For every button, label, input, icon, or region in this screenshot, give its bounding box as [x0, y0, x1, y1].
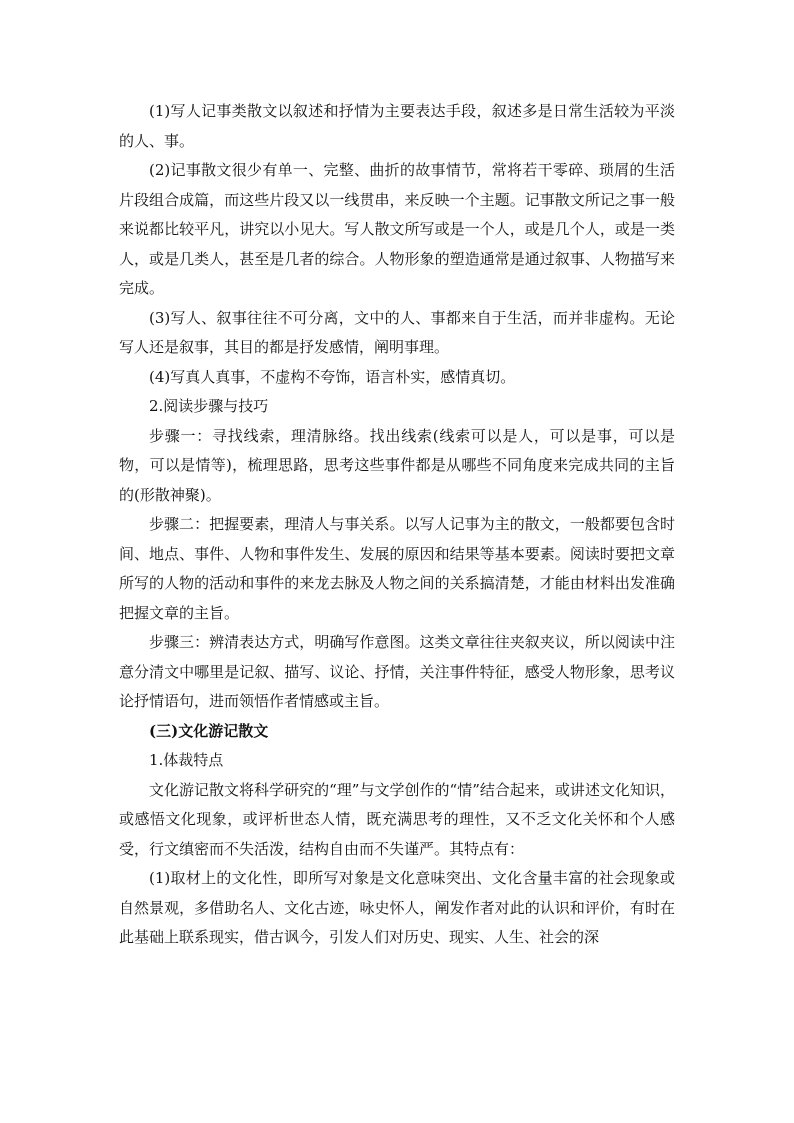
paragraph-cultural-intro: 文化游记散文将科学研究的“理”与文学创作的“情”结合起来，或讲述文化知识，或感悟文化现象，或评析世态人情，既充满思考的理性，又不乏文化关怀和个人感受，行文缜密而不失活泼，结构自由而不失谨严。其特点有： — [119, 780, 675, 858]
paragraph-step-3: 步骤三：辨清表达方式，明确写作意图。这类文章往往夹叙夹议，所以阅读中注意分清文中哪里是记叙、描写、议论、抒情，关注事件特征，感受人物形象，思考议论抒情语句，进而领悟作者情感或主旨。 — [119, 633, 675, 710]
paragraph-point-3: (3)写人、叙事往往不可分离，文中的人、事都来自于生活，而并非虚构。无论写人还是叙事，其目的都是抒发感情，阐明事理。 — [119, 308, 675, 356]
section-heading-cultural-travel-prose: (三)文化游记散文 — [149, 721, 269, 740]
paragraph-point-1: (1)写人记事类散文以叙述和抒情为主要表达手段，叙述多是日常生活较为平淡的人、事。 — [119, 102, 675, 150]
section-heading-reading-steps: 2.阅读步骤与技巧 — [149, 397, 269, 415]
paragraph-cultural-point-1: (1)取材上的文化性，即所写对象是文化意味突出、文化含量丰富的社会现象或自然景观，多借助名人、文化古迹，咏史怀人，阐发作者对此的认识和评价，有时在此基础上联系现实，借古讽今，引发人们对历史、现实、人生、社会的深 — [119, 869, 675, 946]
paragraph-step-2: 步骤二：把握要素，理清人与事关系。以写人记事为主的散文，一般都要包含时间、地点、事件、人物和事件发生、发展的原因和结果等基本要素。阅读时要把文章所写的人物的活动和事件的来龙去脉及人物之间的关系搞清楚，才能由材料出发准确把握文章的主旨。 — [119, 515, 675, 622]
paragraph-point-4: (4)写真人真事，不虚构不夸饰，语言朴实，感情真切。 — [149, 367, 516, 386]
paragraph-point-2: (2)记事散文很少有单一、完整、曲折的故事情节，常将若干零碎、琐屑的生活片段组合成篇，而这些片段又以一线贯串，来反映一个主题。记事散文所记之事一般来说都比较平凡，讲究以小见大。写人散文所写或是一个人，或是几个人，或是一类人，或是几类人，甚至是几者的综合。人物形象的塑造通常是通过叙事、人物描写来完成。 — [119, 161, 675, 297]
subheading-genre-features: 1.体裁特点 — [149, 751, 224, 769]
paragraph-step-1: 步骤一：寻找线索，理清脉络。找出线索(线索可以是人，可以是事，可以是物，可以是情等)，梳理思路，思考这些事件都是从哪些不同角度来完成共同的主旨的(形散神聚)。 — [119, 426, 675, 504]
document-body — [119, 97, 675, 953]
